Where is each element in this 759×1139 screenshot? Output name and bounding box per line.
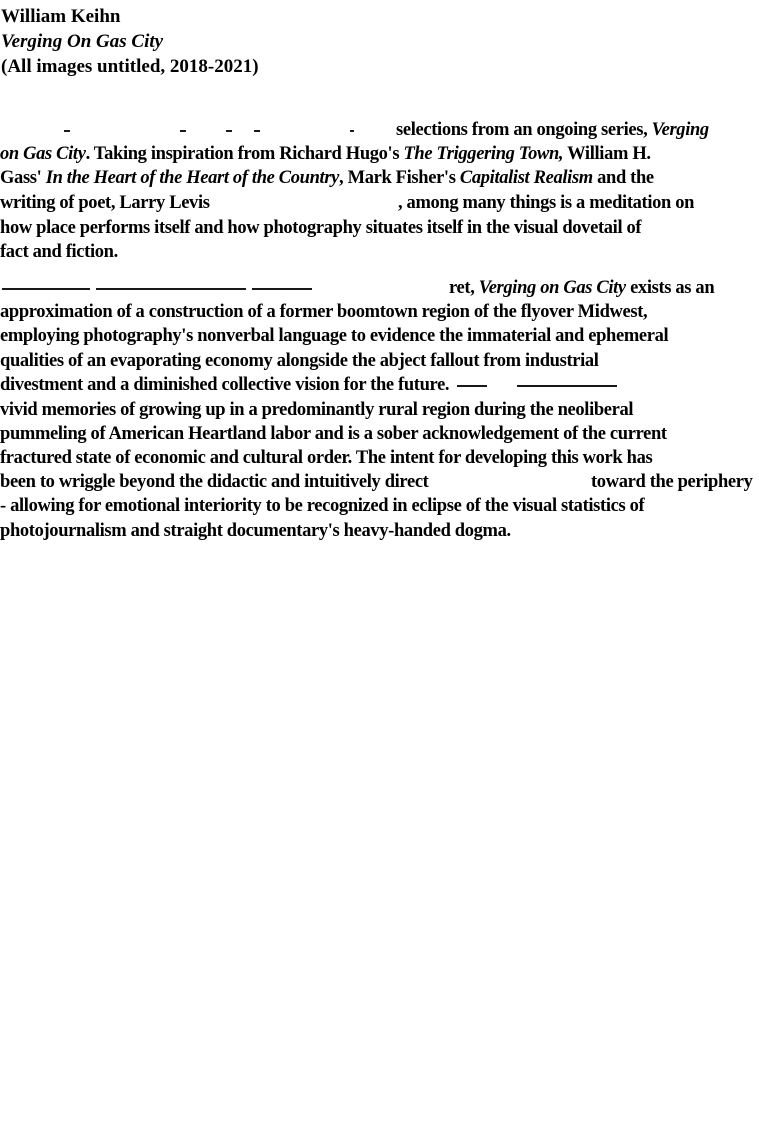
text-line: how place performs itself and how photography situates itself in the visual dovetail of — [0, 218, 642, 238]
text-line: writing of poet, Larry Levis — [0, 193, 210, 213]
text-line: on Gas City. Taking inspiration from Richard Hugo's The Triggering Town, William H. — [0, 144, 651, 164]
text-line: qualities of an evaporating economy alongside the abject fallout from industrial — [0, 351, 599, 371]
text-line: photojournalism and straight documentary's heavy-handed dogma. — [0, 521, 511, 541]
text-line: - allowing for emotional interiority to be recognized in eclipse of the visual statistics of — [0, 496, 645, 516]
text-line: toward the periphery — [591, 472, 753, 492]
redaction-mark — [254, 130, 260, 132]
redaction-mark — [180, 130, 186, 132]
text-line: ret, Verging on Gas City exists as an — [449, 278, 715, 298]
redaction-mark — [457, 385, 487, 387]
text-line: divestment and a diminished collective vision for the future. — [0, 375, 617, 399]
text-line: , among many things is a meditation on — [398, 193, 695, 213]
document-header — [1, 4, 259, 79]
redaction-mark — [517, 385, 617, 387]
redaction-mark — [252, 288, 312, 290]
date-range: (All images untitled, 2018-2021) — [1, 56, 259, 77]
text-line: vivid memories of growing up in a predominantly rural region during the neoliberal — [0, 400, 634, 420]
text-line: pummeling of American Heartland labor and is a sober acknowledgement of the current — [0, 424, 667, 444]
text-line: selections from an ongoing series, Verging — [396, 120, 709, 140]
redaction-mark — [2, 288, 90, 290]
text-line — [0, 120, 354, 144]
text-line: Gass' In the Heart of the Heart of the Country, Mark Fisher's Capitalist Realism and the — [0, 168, 654, 188]
series-title: Verging On Gas City — [1, 31, 164, 52]
redaction-mark — [226, 130, 232, 132]
author-name: William Keihn — [1, 6, 121, 27]
text-line: employing photography's nonverbal language to evidence the immaterial and ephemeral — [0, 326, 669, 346]
redaction-mark — [96, 288, 246, 290]
text-line: fractured state of economic and cultural order. The intent for developing this work has — [0, 448, 653, 468]
text-line: approximation of a construction of a former boomtown region of the flyover Midwest, — [0, 302, 648, 322]
redaction-mark — [64, 130, 70, 132]
redaction-mark — [350, 130, 354, 132]
text-line: been to wriggle beyond the didactic and intuitively direct — [0, 472, 429, 492]
text-line: fact and fiction. — [0, 242, 118, 262]
text-line — [0, 278, 312, 302]
